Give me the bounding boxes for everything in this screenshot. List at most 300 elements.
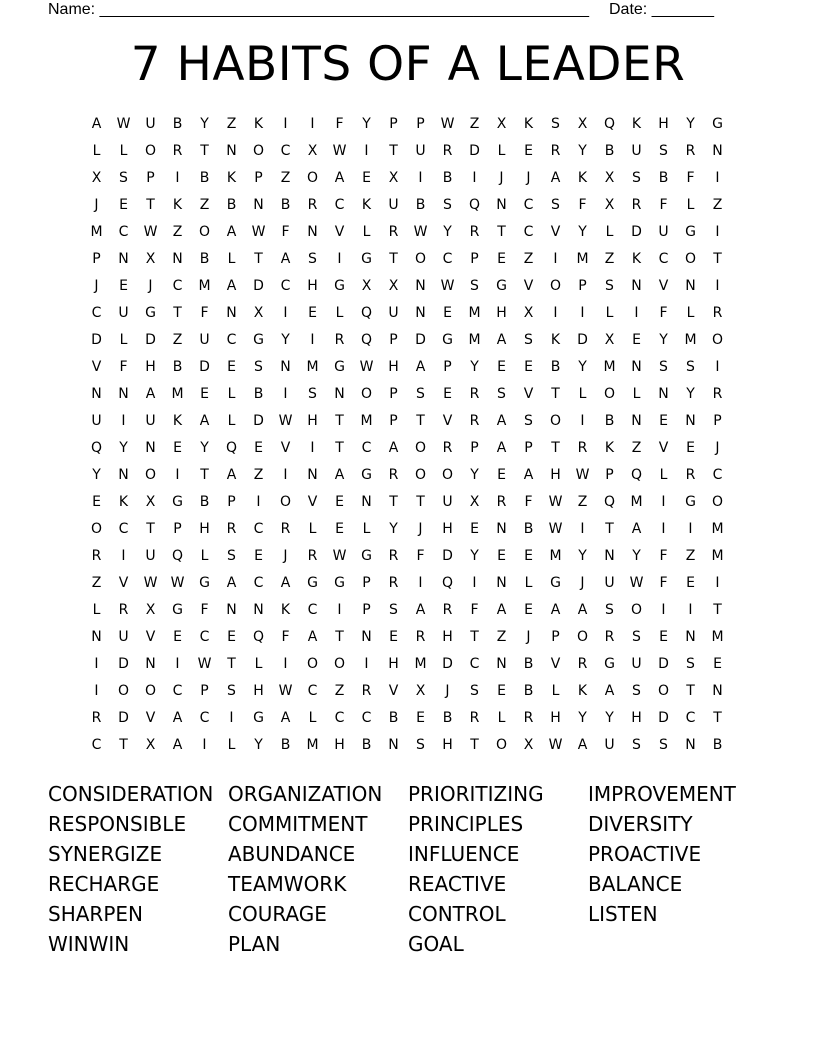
grid-letter[interactable]: I	[688, 602, 693, 618]
grid-letter[interactable]: N	[253, 602, 264, 618]
grid-letter[interactable]: E	[686, 440, 695, 456]
grid-letter[interactable]: H	[388, 656, 399, 672]
grid-letter[interactable]: M	[711, 629, 724, 645]
grid-letter[interactable]: L	[362, 521, 371, 537]
grid-letter[interactable]: L	[497, 710, 506, 726]
grid-letter[interactable]: A	[496, 413, 507, 429]
grid-letter[interactable]: O	[711, 494, 724, 510]
grid-letter[interactable]: E	[497, 359, 506, 375]
grid-letter[interactable]: L	[92, 602, 101, 618]
grid-letter[interactable]: A	[388, 440, 399, 456]
grid-letter[interactable]: H	[307, 278, 318, 294]
grid-letter[interactable]: N	[631, 413, 642, 429]
grid-letter[interactable]: U	[631, 656, 642, 672]
grid-letter[interactable]: L	[524, 575, 533, 591]
grid-letter[interactable]: E	[524, 602, 533, 618]
grid-letter[interactable]: T	[146, 521, 155, 537]
grid-letter[interactable]: B	[199, 494, 210, 510]
grid-letter[interactable]: Y	[470, 467, 479, 483]
grid-letter[interactable]: H	[550, 467, 561, 483]
grid-letter[interactable]: V	[388, 683, 399, 699]
grid-letter[interactable]: V	[550, 224, 561, 240]
grid-letter[interactable]: R	[307, 548, 318, 564]
grid-letter[interactable]: Y	[686, 386, 695, 402]
grid-letter[interactable]: I	[472, 170, 477, 186]
grid-letter[interactable]: W	[278, 413, 293, 429]
grid-letter[interactable]: N	[685, 278, 696, 294]
grid-letter[interactable]: R	[469, 710, 480, 726]
grid-letter[interactable]: M	[603, 359, 616, 375]
grid-letter[interactable]: W	[332, 548, 347, 564]
grid-letter[interactable]: U	[388, 197, 399, 213]
grid-letter[interactable]: X	[145, 737, 156, 753]
grid-letter[interactable]: M	[90, 224, 103, 240]
grid-letter[interactable]: L	[362, 224, 371, 240]
grid-letter[interactable]: O	[711, 332, 724, 348]
grid-letter[interactable]: B	[415, 197, 426, 213]
grid-letter[interactable]: W	[548, 494, 563, 510]
grid-letter[interactable]: K	[361, 197, 372, 213]
grid-letter[interactable]: S	[416, 386, 425, 402]
grid-letter[interactable]: M	[198, 278, 211, 294]
grid-letter[interactable]: E	[119, 278, 128, 294]
grid-letter[interactable]: G	[685, 494, 696, 510]
grid-letter[interactable]: I	[715, 170, 720, 186]
grid-letter[interactable]: A	[307, 629, 318, 645]
grid-letter[interactable]: W	[197, 656, 212, 672]
grid-letter[interactable]: V	[550, 656, 561, 672]
grid-letter[interactable]: I	[229, 710, 234, 726]
grid-letter[interactable]: P	[173, 521, 182, 537]
grid-letter[interactable]: B	[199, 251, 210, 267]
grid-letter[interactable]: K	[280, 602, 291, 618]
grid-letter[interactable]: H	[388, 359, 399, 375]
grid-letter[interactable]: R	[550, 143, 561, 159]
grid-letter[interactable]: Y	[92, 467, 101, 483]
grid-letter[interactable]: B	[388, 710, 399, 726]
grid-letter[interactable]: I	[283, 386, 288, 402]
grid-letter[interactable]: P	[389, 332, 398, 348]
grid-letter[interactable]: C	[685, 710, 696, 726]
grid-letter[interactable]: F	[281, 629, 290, 645]
grid-letter[interactable]: R	[415, 629, 426, 645]
grid-letter[interactable]: H	[658, 116, 669, 132]
grid-letter[interactable]: S	[632, 170, 641, 186]
grid-letter[interactable]: O	[414, 467, 427, 483]
grid-letter[interactable]: A	[523, 467, 534, 483]
grid-letter[interactable]: Z	[631, 440, 642, 456]
grid-letter[interactable]: D	[442, 656, 453, 672]
grid-letter[interactable]: W	[116, 116, 131, 132]
grid-letter[interactable]: C	[361, 440, 372, 456]
grid-letter[interactable]: S	[632, 737, 641, 753]
grid-letter[interactable]: C	[361, 710, 372, 726]
grid-letter[interactable]: Z	[577, 494, 588, 510]
grid-letter[interactable]: N	[307, 467, 318, 483]
grid-letter[interactable]: S	[551, 116, 560, 132]
grid-letter[interactable]: I	[580, 521, 585, 537]
grid-letter[interactable]: Y	[605, 710, 614, 726]
grid-letter[interactable]: P	[713, 413, 722, 429]
grid-letter[interactable]: A	[226, 278, 237, 294]
grid-letter[interactable]: P	[551, 629, 560, 645]
grid-letter[interactable]: B	[172, 116, 183, 132]
grid-letter[interactable]: C	[226, 332, 237, 348]
grid-letter[interactable]: Q	[441, 575, 454, 591]
grid-letter[interactable]: Q	[252, 629, 265, 645]
grid-letter[interactable]: B	[280, 737, 291, 753]
grid-letter[interactable]: T	[551, 440, 560, 456]
grid-letter[interactable]: I	[283, 467, 288, 483]
grid-letter[interactable]: S	[659, 737, 668, 753]
grid-letter[interactable]: I	[283, 656, 288, 672]
grid-letter[interactable]: G	[253, 332, 264, 348]
grid-letter[interactable]: M	[468, 305, 481, 321]
grid-letter[interactable]: P	[389, 116, 398, 132]
grid-letter[interactable]: A	[604, 683, 615, 699]
grid-letter[interactable]: J	[526, 629, 531, 645]
grid-letter[interactable]: E	[524, 548, 533, 564]
grid-letter[interactable]: X	[604, 197, 615, 213]
grid-letter[interactable]: I	[337, 251, 342, 267]
grid-letter[interactable]: B	[199, 170, 210, 186]
grid-letter[interactable]: F	[200, 602, 209, 618]
grid-letter[interactable]: C	[469, 656, 480, 672]
grid-letter[interactable]: Y	[362, 116, 371, 132]
grid-letter[interactable]: C	[199, 710, 210, 726]
grid-letter[interactable]: Z	[199, 197, 210, 213]
grid-letter[interactable]: I	[283, 305, 288, 321]
grid-letter[interactable]: N	[145, 440, 156, 456]
grid-letter[interactable]: W	[332, 143, 347, 159]
grid-letter[interactable]: P	[92, 251, 101, 267]
grid-letter[interactable]: R	[469, 224, 480, 240]
grid-letter[interactable]: L	[119, 143, 128, 159]
grid-letter[interactable]: U	[118, 305, 129, 321]
grid-letter[interactable]: T	[335, 440, 344, 456]
grid-letter[interactable]: W	[440, 116, 455, 132]
grid-letter[interactable]: N	[361, 629, 372, 645]
grid-letter[interactable]: E	[92, 494, 101, 510]
grid-letter[interactable]: G	[172, 602, 183, 618]
grid-letter[interactable]: K	[172, 197, 183, 213]
grid-letter[interactable]: I	[715, 359, 720, 375]
grid-letter[interactable]: J	[283, 548, 288, 564]
grid-letter[interactable]: C	[172, 683, 183, 699]
grid-letter[interactable]: G	[253, 710, 264, 726]
grid-letter[interactable]: X	[604, 170, 615, 186]
grid-letter[interactable]: H	[199, 521, 210, 537]
grid-letter[interactable]: B	[658, 170, 669, 186]
grid-letter[interactable]: F	[470, 602, 479, 618]
grid-letter[interactable]: C	[118, 521, 129, 537]
grid-letter[interactable]: P	[605, 467, 614, 483]
grid-letter[interactable]: S	[470, 278, 479, 294]
grid-letter[interactable]: O	[144, 683, 157, 699]
grid-letter[interactable]: D	[631, 224, 642, 240]
grid-letter[interactable]: W	[170, 575, 185, 591]
grid-letter[interactable]: K	[604, 440, 615, 456]
grid-letter[interactable]: O	[549, 278, 562, 294]
grid-letter[interactable]: U	[145, 548, 156, 564]
grid-letter[interactable]: H	[334, 737, 345, 753]
grid-letter[interactable]: X	[496, 116, 507, 132]
grid-letter[interactable]: M	[684, 332, 697, 348]
grid-letter[interactable]: X	[145, 494, 156, 510]
grid-letter[interactable]: X	[415, 683, 426, 699]
grid-letter[interactable]: E	[443, 305, 452, 321]
grid-letter[interactable]: A	[280, 575, 291, 591]
grid-letter[interactable]: P	[524, 440, 533, 456]
grid-letter[interactable]: E	[173, 440, 182, 456]
grid-letter[interactable]: A	[496, 602, 507, 618]
grid-letter[interactable]: X	[577, 116, 588, 132]
grid-letter[interactable]: L	[578, 386, 587, 402]
grid-letter[interactable]: T	[335, 629, 344, 645]
grid-letter[interactable]: G	[604, 656, 615, 672]
grid-letter[interactable]: D	[118, 656, 129, 672]
grid-letter[interactable]: A	[226, 224, 237, 240]
grid-letter[interactable]: L	[632, 386, 641, 402]
grid-letter[interactable]: D	[199, 359, 210, 375]
grid-letter[interactable]: E	[632, 332, 641, 348]
grid-letter[interactable]: X	[388, 278, 399, 294]
grid-letter[interactable]: R	[685, 467, 696, 483]
grid-letter[interactable]: Y	[119, 440, 128, 456]
grid-letter[interactable]: I	[661, 521, 666, 537]
grid-letter[interactable]: E	[227, 629, 236, 645]
grid-letter[interactable]: F	[200, 305, 209, 321]
grid-letter[interactable]: O	[657, 683, 670, 699]
grid-letter[interactable]: A	[145, 386, 156, 402]
grid-letter[interactable]: E	[416, 710, 425, 726]
grid-letter[interactable]: R	[496, 494, 507, 510]
grid-letter[interactable]: N	[226, 305, 237, 321]
grid-letter[interactable]: P	[389, 413, 398, 429]
grid-letter[interactable]: V	[145, 710, 156, 726]
grid-letter[interactable]: K	[523, 116, 534, 132]
grid-letter[interactable]: R	[469, 413, 480, 429]
grid-letter[interactable]: Y	[686, 116, 695, 132]
grid-letter[interactable]: O	[549, 413, 562, 429]
grid-letter[interactable]: C	[334, 197, 345, 213]
grid-letter[interactable]: O	[90, 521, 103, 537]
grid-letter[interactable]: Z	[685, 548, 696, 564]
grid-letter[interactable]: K	[550, 332, 561, 348]
grid-letter[interactable]: E	[686, 575, 695, 591]
grid-letter[interactable]: W	[143, 224, 158, 240]
grid-letter[interactable]: F	[281, 224, 290, 240]
grid-letter[interactable]: J	[94, 197, 99, 213]
grid-letter[interactable]: U	[658, 224, 669, 240]
grid-letter[interactable]: O	[360, 386, 373, 402]
grid-letter[interactable]: I	[202, 737, 207, 753]
grid-letter[interactable]: V	[523, 278, 534, 294]
grid-letter[interactable]: S	[632, 683, 641, 699]
grid-letter[interactable]: P	[470, 440, 479, 456]
grid-letter[interactable]: I	[553, 305, 558, 321]
grid-letter[interactable]: N	[496, 656, 507, 672]
grid-letter[interactable]: P	[227, 494, 236, 510]
grid-letter[interactable]: I	[661, 602, 666, 618]
grid-letter[interactable]: M	[549, 548, 562, 564]
grid-letter[interactable]: Y	[200, 116, 209, 132]
grid-letter[interactable]: B	[253, 386, 264, 402]
grid-letter[interactable]: K	[172, 413, 183, 429]
grid-letter[interactable]: C	[712, 467, 723, 483]
grid-letter[interactable]: R	[604, 629, 615, 645]
grid-letter[interactable]: U	[604, 737, 615, 753]
grid-letter[interactable]: E	[335, 521, 344, 537]
grid-letter[interactable]: M	[630, 494, 643, 510]
grid-letter[interactable]: Y	[389, 521, 398, 537]
grid-letter[interactable]: A	[280, 710, 291, 726]
grid-letter[interactable]: A	[415, 602, 426, 618]
grid-letter[interactable]: D	[658, 710, 669, 726]
grid-letter[interactable]: S	[659, 359, 668, 375]
grid-letter[interactable]: S	[686, 359, 695, 375]
grid-letter[interactable]: X	[91, 170, 102, 186]
grid-letter[interactable]: V	[118, 575, 129, 591]
grid-letter[interactable]: E	[713, 656, 722, 672]
grid-letter[interactable]: A	[172, 710, 183, 726]
grid-letter[interactable]: I	[283, 116, 288, 132]
grid-letter[interactable]: G	[361, 548, 372, 564]
grid-letter[interactable]: I	[715, 224, 720, 240]
grid-letter[interactable]: A	[550, 170, 561, 186]
grid-letter[interactable]: Q	[225, 440, 238, 456]
grid-letter[interactable]: I	[715, 575, 720, 591]
grid-letter[interactable]: N	[496, 521, 507, 537]
grid-letter[interactable]: L	[227, 413, 236, 429]
grid-letter[interactable]: O	[333, 656, 346, 672]
grid-letter[interactable]: V	[658, 440, 669, 456]
grid-letter[interactable]: V	[658, 278, 669, 294]
grid-letter[interactable]: P	[200, 683, 209, 699]
grid-letter[interactable]: U	[415, 143, 426, 159]
grid-letter[interactable]: S	[308, 386, 317, 402]
grid-letter[interactable]: J	[715, 440, 720, 456]
grid-letter[interactable]: K	[631, 116, 642, 132]
grid-letter[interactable]: C	[523, 224, 534, 240]
grid-letter[interactable]: Y	[281, 332, 290, 348]
grid-letter[interactable]: E	[119, 197, 128, 213]
grid-letter[interactable]: F	[578, 197, 587, 213]
grid-letter[interactable]: T	[713, 602, 722, 618]
grid-letter[interactable]: N	[712, 143, 723, 159]
grid-letter[interactable]: O	[441, 467, 454, 483]
grid-letter[interactable]: B	[361, 737, 372, 753]
grid-letter[interactable]: E	[308, 305, 317, 321]
grid-letter[interactable]: L	[227, 251, 236, 267]
grid-letter[interactable]: G	[334, 278, 345, 294]
grid-letter[interactable]: L	[227, 386, 236, 402]
grid-letter[interactable]: L	[200, 548, 209, 564]
grid-letter[interactable]: V	[442, 413, 453, 429]
grid-letter[interactable]: J	[526, 170, 531, 186]
grid-letter[interactable]: Z	[496, 629, 507, 645]
grid-letter[interactable]: T	[686, 683, 695, 699]
grid-letter[interactable]: I	[688, 521, 693, 537]
grid-letter[interactable]: B	[523, 521, 534, 537]
grid-letter[interactable]: W	[359, 359, 374, 375]
grid-letter[interactable]: X	[145, 251, 156, 267]
grid-letter[interactable]: N	[118, 251, 129, 267]
grid-letter[interactable]: W	[278, 683, 293, 699]
grid-letter[interactable]: A	[577, 737, 588, 753]
grid-letter[interactable]: S	[497, 386, 506, 402]
grid-letter[interactable]: E	[470, 521, 479, 537]
grid-letter[interactable]: E	[254, 548, 263, 564]
grid-letter[interactable]: C	[91, 737, 102, 753]
grid-letter[interactable]: T	[389, 494, 398, 510]
grid-letter[interactable]: D	[145, 332, 156, 348]
grid-letter[interactable]: P	[362, 602, 371, 618]
grid-letter[interactable]: S	[308, 251, 317, 267]
grid-letter[interactable]: D	[415, 332, 426, 348]
grid-letter[interactable]: C	[253, 575, 264, 591]
grid-letter[interactable]: R	[631, 197, 642, 213]
grid-letter[interactable]: P	[254, 170, 263, 186]
grid-letter[interactable]: A	[631, 521, 642, 537]
grid-letter[interactable]: T	[389, 143, 398, 159]
grid-letter[interactable]: Y	[578, 548, 587, 564]
grid-letter[interactable]: N	[604, 548, 615, 564]
grid-letter[interactable]: I	[337, 602, 342, 618]
grid-letter[interactable]: W	[251, 224, 266, 240]
grid-letter[interactable]: N	[496, 575, 507, 591]
grid-letter[interactable]: O	[495, 737, 508, 753]
grid-letter[interactable]: R	[91, 548, 102, 564]
grid-letter[interactable]: B	[226, 197, 237, 213]
grid-letter[interactable]: P	[389, 386, 398, 402]
grid-letter[interactable]: R	[388, 575, 399, 591]
grid-letter[interactable]: P	[362, 575, 371, 591]
grid-letter[interactable]: E	[497, 683, 506, 699]
grid-letter[interactable]: U	[145, 116, 156, 132]
grid-letter[interactable]: F	[335, 116, 344, 132]
grid-letter[interactable]: L	[686, 197, 695, 213]
grid-letter[interactable]: E	[362, 170, 371, 186]
grid-letter[interactable]: D	[442, 548, 453, 564]
grid-letter[interactable]: U	[118, 629, 129, 645]
grid-letter[interactable]: W	[143, 575, 158, 591]
grid-letter[interactable]: Q	[603, 494, 616, 510]
grid-letter[interactable]: R	[226, 521, 237, 537]
grid-letter[interactable]: A	[496, 332, 507, 348]
grid-letter[interactable]: G	[334, 359, 345, 375]
grid-letter[interactable]: C	[307, 683, 318, 699]
grid-letter[interactable]: S	[605, 278, 614, 294]
grid-letter[interactable]: L	[686, 305, 695, 321]
grid-letter[interactable]: M	[360, 413, 373, 429]
grid-letter[interactable]: R	[334, 332, 345, 348]
grid-letter[interactable]: Z	[469, 116, 480, 132]
grid-letter[interactable]: R	[442, 440, 453, 456]
grid-letter[interactable]: C	[91, 305, 102, 321]
grid-letter[interactable]: Y	[254, 737, 263, 753]
grid-letter[interactable]: H	[442, 521, 453, 537]
grid-letter[interactable]: A	[415, 359, 426, 375]
grid-letter[interactable]: A	[280, 251, 291, 267]
grid-letter[interactable]: L	[497, 143, 506, 159]
grid-letter[interactable]: P	[416, 116, 425, 132]
grid-letter[interactable]: Z	[712, 197, 723, 213]
grid-letter[interactable]: F	[659, 548, 668, 564]
grid-letter[interactable]: O	[252, 143, 265, 159]
grid-letter[interactable]: B	[523, 683, 534, 699]
grid-letter[interactable]: H	[253, 683, 264, 699]
